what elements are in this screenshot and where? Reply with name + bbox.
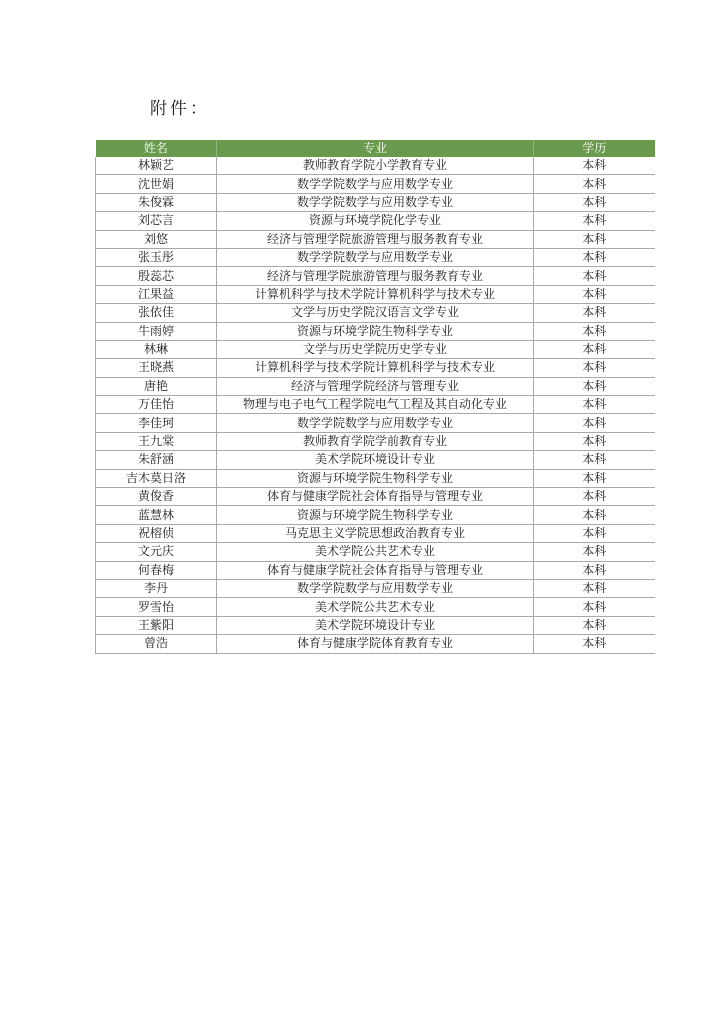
table-row: [96, 304, 655, 322]
cell-major: 经济与管理学院旅游管理与服务教育专业: [217, 230, 534, 248]
table-row: [96, 157, 655, 175]
attachment-label: 附件：: [150, 99, 210, 119]
cell-name: 吉木莫日洛: [96, 469, 217, 487]
table-row: [96, 543, 655, 561]
table-row: [96, 524, 655, 542]
table-row: [96, 432, 655, 450]
cell-degree: 本科: [534, 212, 655, 230]
cell-degree: 本科: [534, 377, 655, 395]
cell-degree: 本科: [534, 230, 655, 248]
cell-major: 美术学院公共艺术专业: [217, 543, 534, 561]
cell-name: 王九棠: [96, 432, 217, 450]
table-row: [96, 377, 655, 395]
table-row: [96, 230, 655, 248]
table-row: [96, 635, 655, 653]
table-row: [96, 175, 655, 193]
cell-degree: 本科: [534, 175, 655, 193]
cell-degree: 本科: [534, 359, 655, 377]
cell-major: 教师教育学院小学教育专业: [217, 157, 534, 175]
cell-degree: 本科: [534, 285, 655, 303]
cell-name: 黄俊香: [96, 488, 217, 506]
cell-degree: 本科: [534, 543, 655, 561]
cell-degree: 本科: [534, 488, 655, 506]
cell-degree: 本科: [534, 248, 655, 266]
cell-degree: 本科: [534, 193, 655, 211]
roster-table: [95, 140, 655, 654]
cell-major: 体育与健康学院体育教育专业: [217, 635, 534, 653]
cell-name: 唐艳: [96, 377, 217, 395]
cell-degree: 本科: [534, 616, 655, 634]
cell-name: 牛雨婷: [96, 322, 217, 340]
cell-degree: 本科: [534, 322, 655, 340]
cell-name: 曾浩: [96, 635, 217, 653]
cell-name: 刘悠: [96, 230, 217, 248]
table-row: [96, 193, 655, 211]
table-row: [96, 267, 655, 285]
cell-name: 文元庆: [96, 543, 217, 561]
cell-major: 物理与电子电气工程学院电气工程及其自动化专业: [217, 396, 534, 414]
table-row: [96, 616, 655, 634]
table-row: [96, 598, 655, 616]
cell-name: 王晓燕: [96, 359, 217, 377]
cell-name: 林琳: [96, 340, 217, 358]
cell-name: 张玉彤: [96, 248, 217, 266]
cell-major: 美术学院公共艺术专业: [217, 598, 534, 616]
cell-name: 沈世娟: [96, 175, 217, 193]
cell-name: 李丹: [96, 579, 217, 597]
cell-major: 数学学院数学与应用数学专业: [217, 414, 534, 432]
cell-name: 朱俊霖: [96, 193, 217, 211]
cell-degree: 本科: [534, 469, 655, 487]
cell-name: 江果益: [96, 285, 217, 303]
column-header-major: 专业: [217, 140, 534, 157]
table-row: [96, 488, 655, 506]
cell-degree: 本科: [534, 561, 655, 579]
cell-major: 体育与健康学院社会体育指导与管理专业: [217, 561, 534, 579]
table-row: [96, 359, 655, 377]
cell-degree: 本科: [534, 304, 655, 322]
cell-major: 经济与管理学院经济与管理专业: [217, 377, 534, 395]
cell-degree: 本科: [534, 340, 655, 358]
cell-degree: 本科: [534, 432, 655, 450]
cell-name: 何春梅: [96, 561, 217, 579]
table-row: [96, 396, 655, 414]
cell-degree: 本科: [534, 579, 655, 597]
cell-degree: 本科: [534, 524, 655, 542]
cell-major: 资源与环境学院生物科学专业: [217, 506, 534, 524]
table-row: [96, 212, 655, 230]
table-row: [96, 561, 655, 579]
cell-name: 蓝慧林: [96, 506, 217, 524]
table-row: [96, 506, 655, 524]
table-row: [96, 414, 655, 432]
table-row: [96, 322, 655, 340]
table-row: [96, 285, 655, 303]
table-body: [96, 157, 655, 653]
cell-major: 数学学院数学与应用数学专业: [217, 248, 534, 266]
cell-major: 资源与环境学院生物科学专业: [217, 322, 534, 340]
cell-name: 殷蕊芯: [96, 267, 217, 285]
cell-name: 朱舒涵: [96, 451, 217, 469]
cell-major: 马克思主义学院思想政治教育专业: [217, 524, 534, 542]
table-row: [96, 340, 655, 358]
cell-degree: 本科: [534, 157, 655, 175]
cell-major: 体育与健康学院社会体育指导与管理专业: [217, 488, 534, 506]
cell-major: 数学学院数学与应用数学专业: [217, 579, 534, 597]
cell-major: 美术学院环境设计专业: [217, 451, 534, 469]
table-row: [96, 469, 655, 487]
cell-major: 文学与历史学院历史学专业: [217, 340, 534, 358]
cell-name: 祝榕侦: [96, 524, 217, 542]
table-row: [96, 451, 655, 469]
cell-name: 张依佳: [96, 304, 217, 322]
cell-major: 教师教育学院学前教育专业: [217, 432, 534, 450]
column-header-name: 姓名: [96, 140, 217, 157]
column-header-degree: 学历: [534, 140, 655, 157]
cell-major: 计算机科学与技术学院计算机科学与技术专业: [217, 359, 534, 377]
cell-name: 罗雪怡: [96, 598, 217, 616]
cell-degree: 本科: [534, 414, 655, 432]
cell-major: 数学学院数学与应用数学专业: [217, 175, 534, 193]
cell-major: 数学学院数学与应用数学专业: [217, 193, 534, 211]
cell-major: 资源与环境学院生物科学专业: [217, 469, 534, 487]
table-row: [96, 248, 655, 266]
table-row: [96, 579, 655, 597]
cell-major: 经济与管理学院旅游管理与服务教育专业: [217, 267, 534, 285]
cell-degree: 本科: [534, 506, 655, 524]
cell-major: 文学与历史学院汉语言文学专业: [217, 304, 534, 322]
cell-degree: 本科: [534, 396, 655, 414]
cell-degree: 本科: [534, 635, 655, 653]
cell-degree: 本科: [534, 451, 655, 469]
cell-name: 李佳珂: [96, 414, 217, 432]
cell-major: 美术学院环境设计专业: [217, 616, 534, 634]
cell-major: 计算机科学与技术学院计算机科学与技术专业: [217, 285, 534, 303]
cell-name: 刘芯言: [96, 212, 217, 230]
cell-name: 万佳怡: [96, 396, 217, 414]
cell-major: 资源与环境学院化学专业: [217, 212, 534, 230]
cell-degree: 本科: [534, 598, 655, 616]
cell-name: 林颖艺: [96, 157, 217, 175]
cell-degree: 本科: [534, 267, 655, 285]
cell-name: 王紫阳: [96, 616, 217, 634]
table-header-row: [96, 140, 655, 157]
